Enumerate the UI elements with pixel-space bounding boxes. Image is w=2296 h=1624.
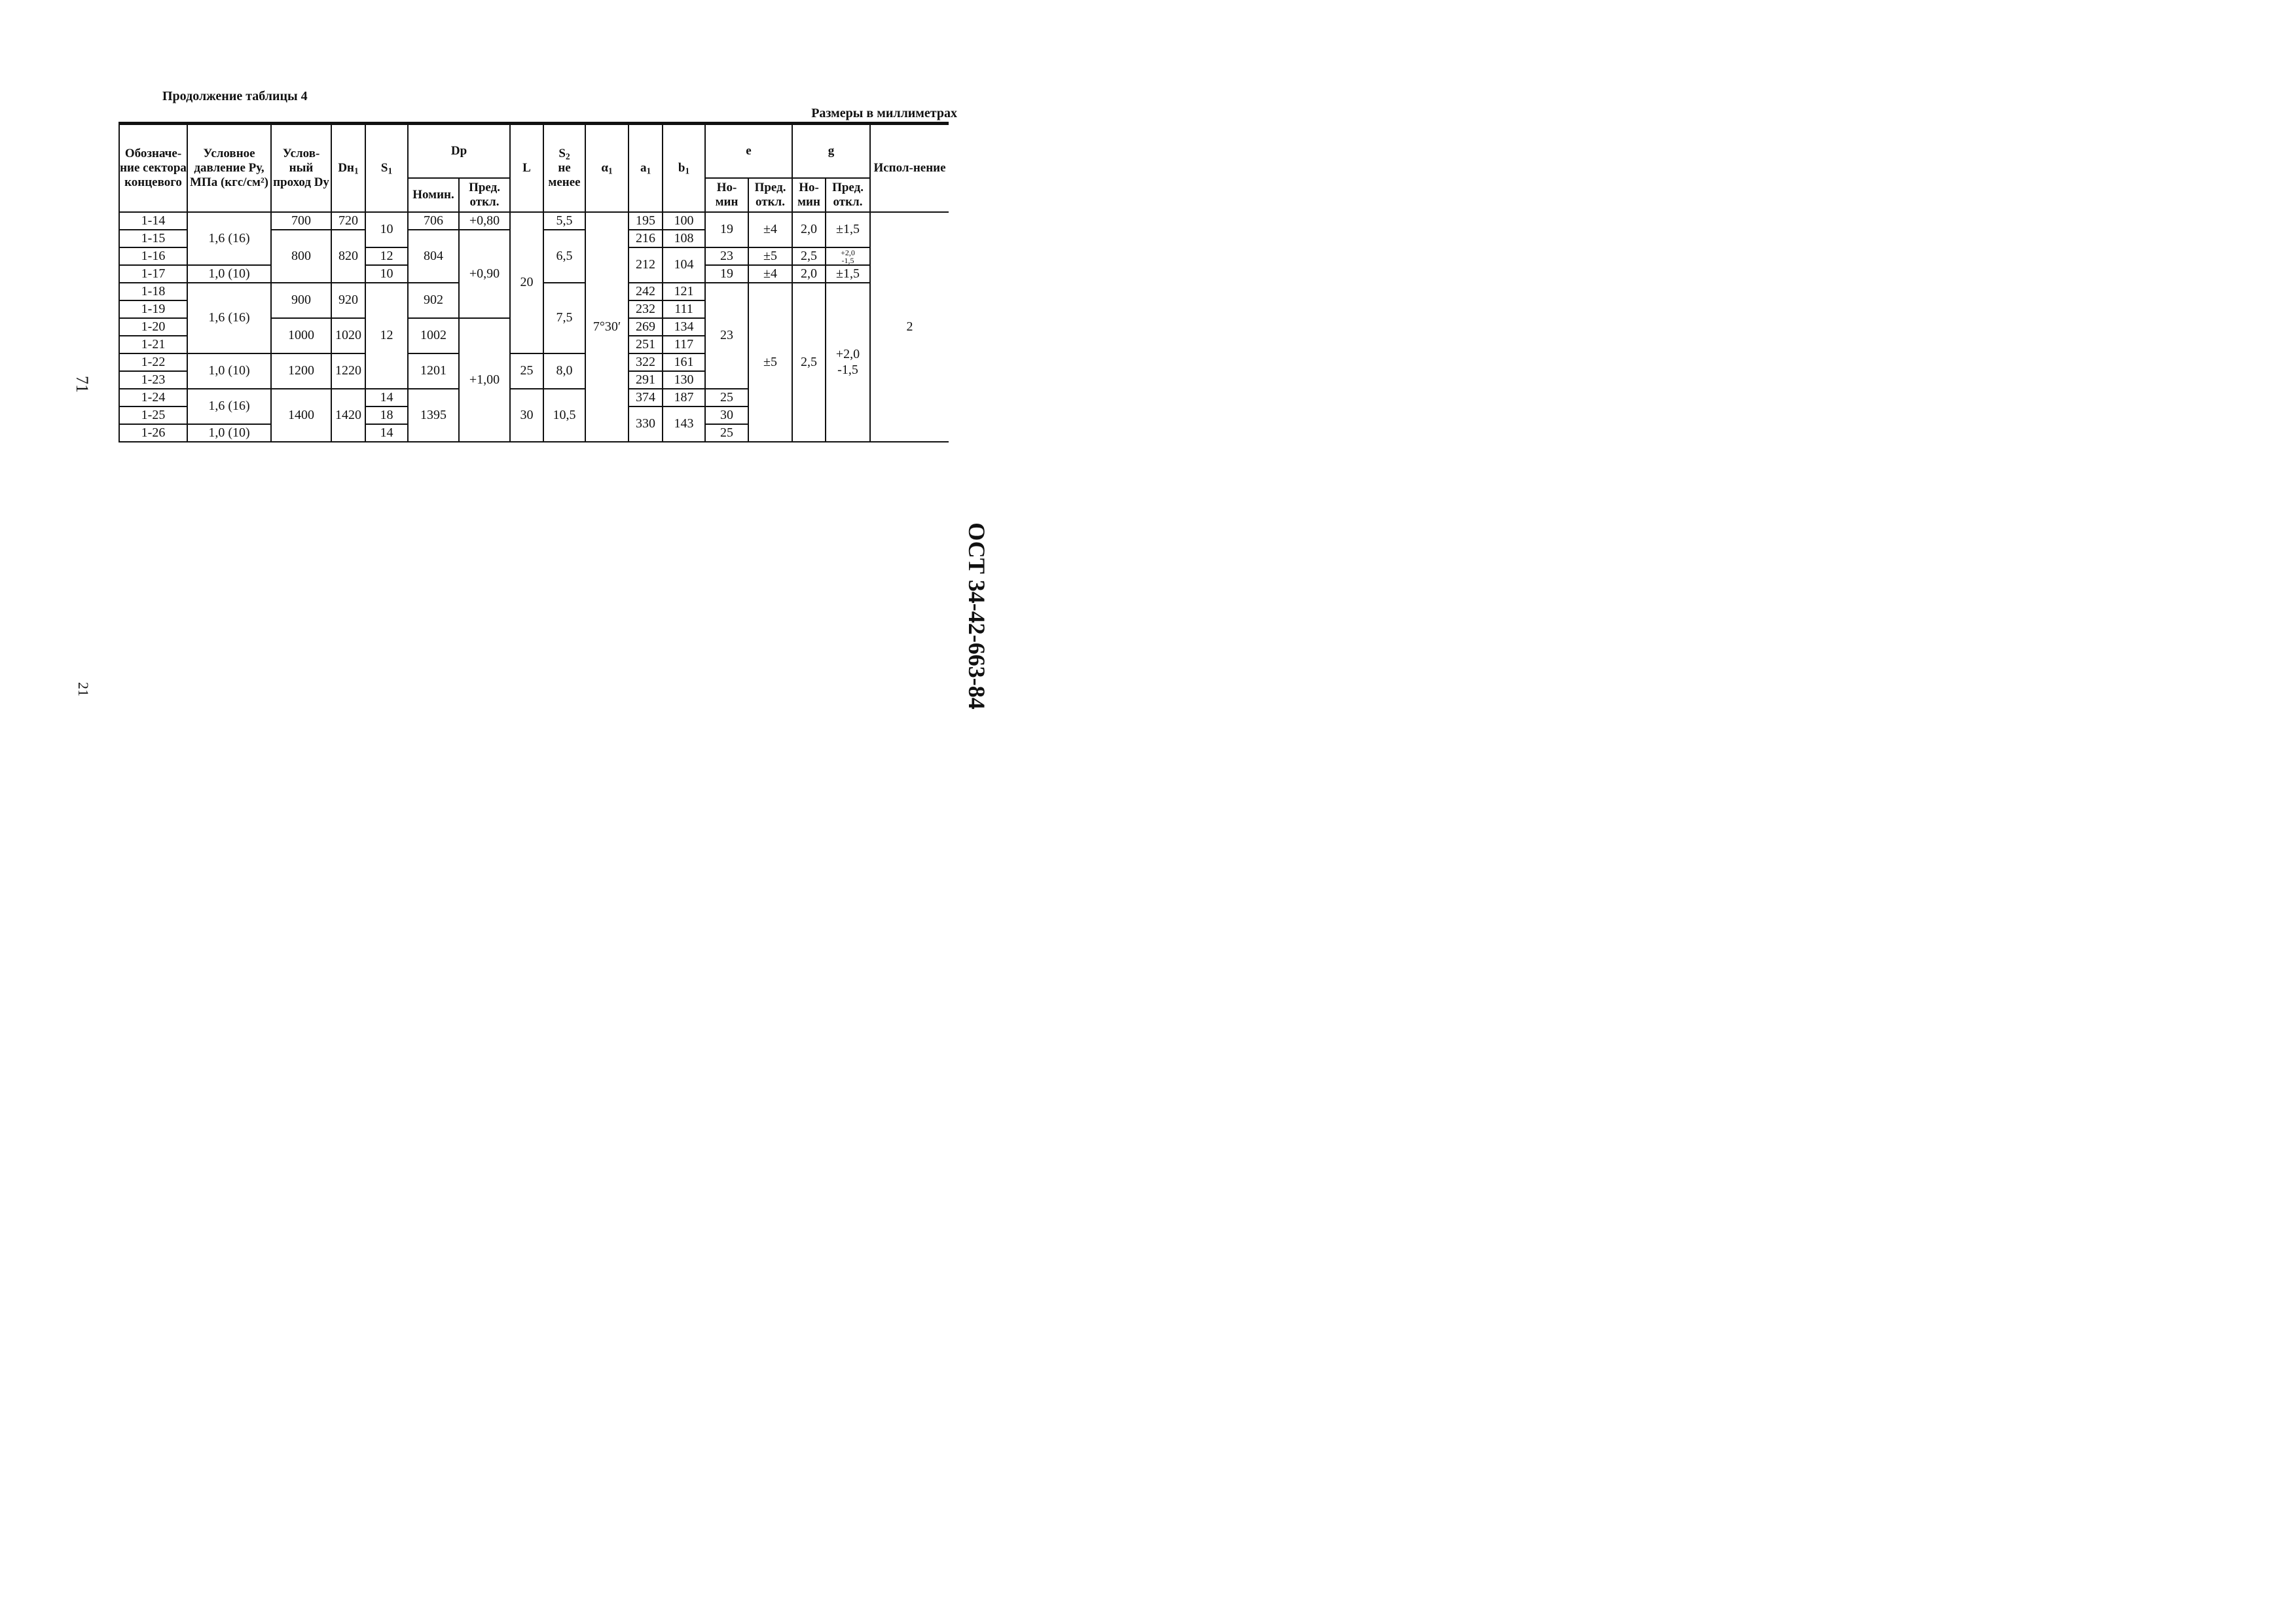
cell-e-dev: ±4 [748,265,792,283]
header-bore: Услов-ный проход Dy [271,124,331,212]
cell-b1: 108 [663,230,705,247]
cell-bore: 700 [271,212,331,230]
cell-g-dev: +2,0 -1,5 [826,283,870,442]
header-dp: Dp [408,124,510,178]
header-s1: $S_1$ [365,124,408,212]
cell-bore: 900 [271,283,331,318]
cell-s1: 12 [365,247,408,265]
cell-s2: 10,5 [543,389,585,442]
cell-g-nom: 2,0 [792,212,826,247]
cell-e-dev: ±4 [748,212,792,247]
cell-s2: 6,5 [543,230,585,283]
cell-e-nom: 25 [705,389,748,406]
cell-a1: 251 [629,336,663,353]
cell-designation: 1-22 [119,353,187,371]
cell-e-dev: ±5 [748,283,792,442]
cell-a1: 212 [629,247,663,283]
cell-a1: 216 [629,230,663,247]
cell-a1: 291 [629,371,663,389]
cell-e-nom: 19 [705,212,748,247]
cell-b1: 121 [663,283,705,300]
header-version: Испол-нение [870,124,949,212]
table-row [119,212,949,230]
cell-dp-dev: +0,90 [459,230,510,318]
cell-g-nom: 2,5 [792,247,826,265]
cell-dp-nom: 706 [408,212,459,230]
cell-pressure: 1,0 (10) [187,424,271,442]
cell-designation: 1-24 [119,389,187,406]
table-caption: Продолжение таблицы 4 [162,89,308,103]
cell-s1: 14 [365,424,408,442]
cell-bore: 1000 [271,318,331,353]
cell-e-dev: ±5 [748,247,792,265]
cell-a1: 232 [629,300,663,318]
cell-dp-nom: 804 [408,230,459,283]
cell-a1: 269 [629,318,663,336]
header-s2: $S_2$ не менее [543,124,585,212]
cell-pressure: 1,0 (10) [187,353,271,389]
header-g-nom: Но-мин [792,178,826,212]
cell-dn1: 1020 [331,318,365,353]
cell-b1: 104 [663,247,705,283]
cell-alpha1: 7°30′ [585,212,629,442]
cell-l: 25 [510,353,543,389]
header-designation: Обозначе-ние сектора концевого [119,124,187,212]
header-g-dev: Пред. откл. [826,178,870,212]
cell-b1: 117 [663,336,705,353]
cell-bore: 800 [271,230,331,283]
cell-designation: 1-14 [119,212,187,230]
header-e-nom: Но-мин [705,178,748,212]
cell-dn1: 920 [331,283,365,318]
cell-designation: 1-17 [119,265,187,283]
cell-designation: 1-20 [119,318,187,336]
cell-s1: 10 [365,212,408,247]
cell-b1: 100 [663,212,705,230]
cell-s1: 18 [365,406,408,424]
units-note: Размеры в миллиметрах [811,106,957,120]
cell-a1: 242 [629,283,663,300]
cell-s2: 8,0 [543,353,585,389]
cell-dp-nom: 1395 [408,389,459,442]
header-dp-nom: Номин. [408,178,459,212]
cell-designation: 1-26 [119,424,187,442]
cell-designation: 1-23 [119,371,187,389]
cell-b1: 111 [663,300,705,318]
cell-designation: 1-16 [119,247,187,265]
cell-pressure: 1,6 (16) [187,283,271,353]
cell-g-dev: ±1,5 [826,212,870,247]
cell-s1: 12 [365,283,408,389]
cell-l: 30 [510,389,543,442]
cell-b1: 161 [663,353,705,371]
cell-dp-nom: 902 [408,283,459,318]
page-number: 21 [75,682,92,696]
cell-e-nom: 25 [705,424,748,442]
header-l: L [510,124,543,212]
cell-pressure: 1,0 (10) [187,265,271,283]
cell-designation: 1-18 [119,283,187,300]
cell-version: 2 [870,212,949,442]
cell-a1: 374 [629,389,663,406]
cell-dp-dev: +1,00 [459,318,510,442]
cell-dn1: 820 [331,230,365,283]
cell-dp-nom: 1002 [408,318,459,353]
cell-b1: 130 [663,371,705,389]
header-e: e [705,124,792,178]
cell-e-nom: 30 [705,406,748,424]
cell-designation: 1-19 [119,300,187,318]
header-pressure: Условное давление Ру, МПа (кгс/см²) [187,124,271,212]
cell-a1: 330 [629,406,663,442]
cell-designation: 1-25 [119,406,187,424]
cell-designation: 1-21 [119,336,187,353]
header-e-dev: Пред. откл. [748,178,792,212]
cell-a1: 322 [629,353,663,371]
cell-g-dev: +2,0 -1,5 [826,247,870,265]
cell-s1: 10 [365,265,408,283]
cell-designation: 1-15 [119,230,187,247]
header-a1: $a_1$ [629,124,663,212]
dimensions-table [118,122,949,448]
header-b1: $b_1$ [663,124,705,212]
cell-b1: 187 [663,389,705,406]
header-g: g [792,124,870,178]
cell-dn1: 720 [331,212,365,230]
document-code: ОСТ 34-42-663-84 [964,522,990,710]
cell-s2: 7,5 [543,283,585,353]
header-dn1: $Dн_1$ [331,124,365,212]
cell-dp-dev: +0,80 [459,212,510,230]
cell-l: 20 [510,212,543,353]
cell-dp-nom: 1201 [408,353,459,389]
cell-bore: 1200 [271,353,331,389]
cell-s1: 14 [365,389,408,406]
cell-a1: 195 [629,212,663,230]
cell-g-dev: ±1,5 [826,265,870,283]
header-dp-dev: Пред. откл. [459,178,510,212]
cell-dn1: 1420 [331,389,365,442]
cell-dn1: 1220 [331,353,365,389]
cell-pressure: 1,6 (16) [187,389,271,424]
cell-g-nom: 2,5 [792,283,826,442]
cell-bore: 1400 [271,389,331,442]
side-number: 71 [73,376,92,393]
header-alpha1: $\alpha_1$ [585,124,629,212]
cell-s2: 5,5 [543,212,585,230]
cell-pressure: 1,6 (16) [187,212,271,265]
cell-e-nom: 23 [705,283,748,389]
cell-b1: 143 [663,406,705,442]
cell-g-nom: 2,0 [792,265,826,283]
cell-e-nom: 19 [705,265,748,283]
cell-b1: 134 [663,318,705,336]
cell-e-nom: 23 [705,247,748,265]
